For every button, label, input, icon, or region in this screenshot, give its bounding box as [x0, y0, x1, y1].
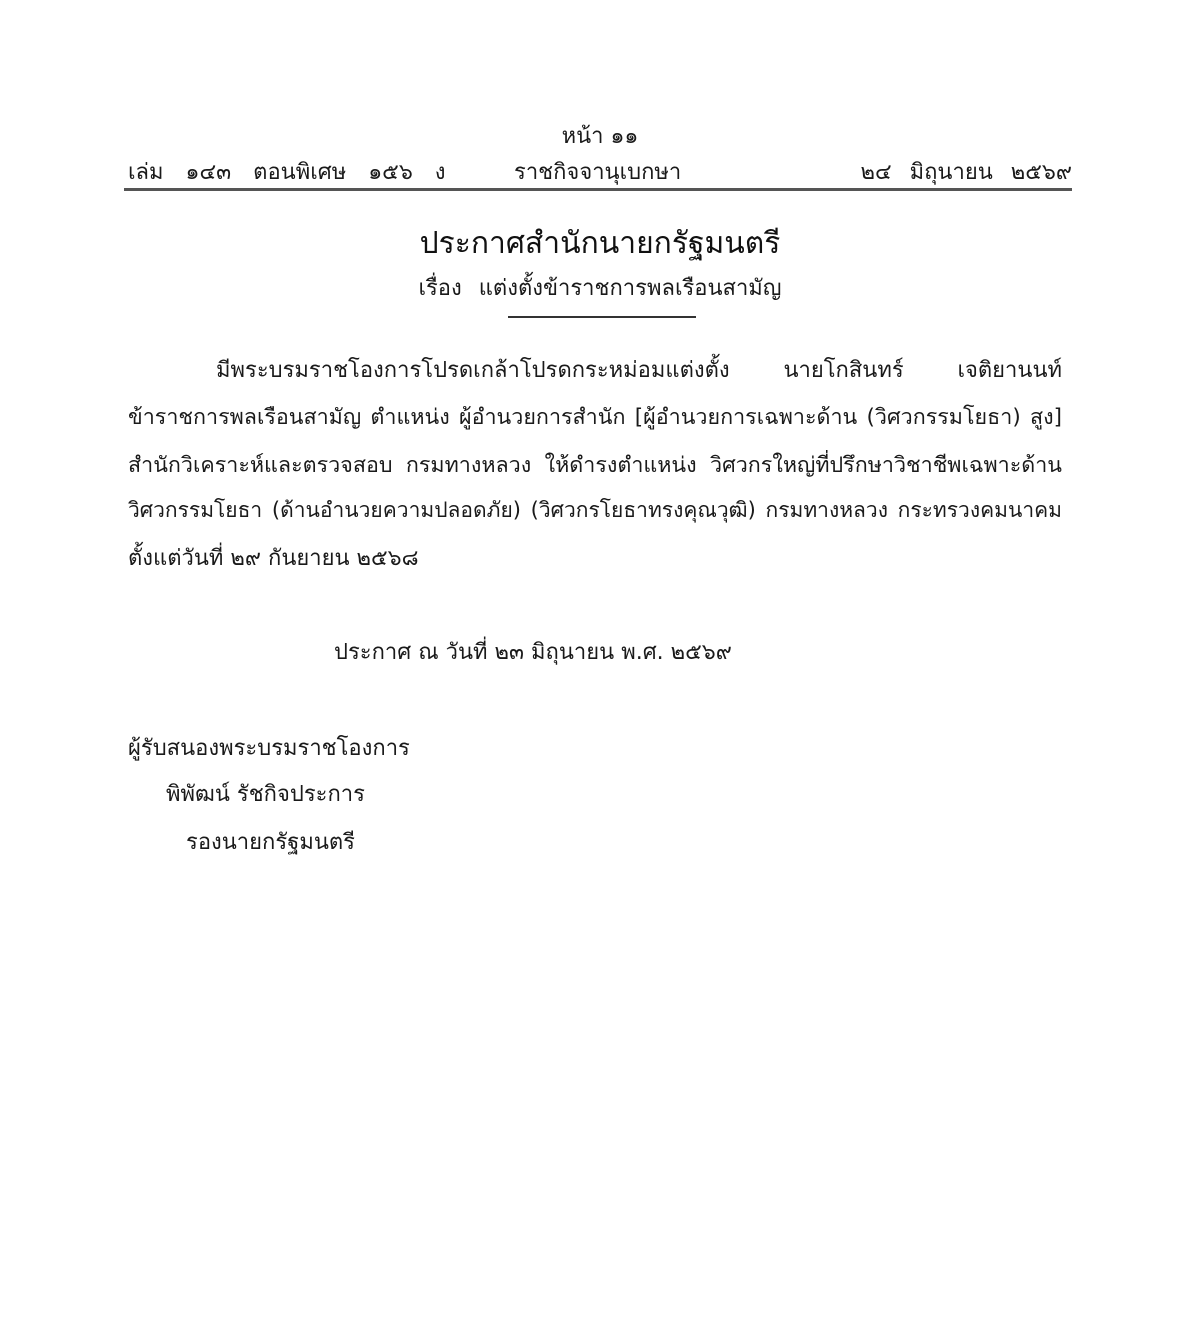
date-day: ๒๔: [860, 159, 892, 185]
volume-issue-info: [128, 154, 468, 189]
body-line: มีพระบรมราชโองการโปรดเกล้าโปรดกระหม่อมแต่งตั้ง นายโกสินทร์ เจติยานนท์: [216, 358, 1062, 383]
volume-label: เล่ม: [128, 159, 164, 185]
signatory-position: รองนายกรัฐมนตรี: [186, 830, 355, 855]
subject-label: เรื่อง: [418, 276, 462, 301]
body-line: ข้าราชการพลเรือนสามัญ ตำแหน่ง ผู้อำนวยการสำนัก [ผู้อำนวยการเฉพาะด้าน (วิศวกรรมโยธา) สูง]: [128, 405, 1062, 430]
issue-label: ตอนพิเศษ: [253, 159, 347, 185]
header-divider: [124, 188, 1072, 191]
body-line: วิศวกรรมโยธา (ด้านอำนวยความปลอดภัย) (วิศวกรโยธาทรงคุณวุฒิ) กรมทางหลวง กระทรวงคมนาคม: [128, 498, 1062, 522]
section-letter: ง: [434, 159, 446, 185]
gazette-header: [128, 156, 1072, 186]
body-line: สำนักวิเคราะห์และตรวจสอบ กรมทางหลวง ให้ดำรงตำแหน่ง วิศวกรใหญ่ที่ปรึกษาวิชาชีพเฉพาะด้าน: [128, 453, 1062, 478]
date-month: มิถุนายน: [909, 159, 993, 185]
body-line: ตั้งแต่วันที่ ๒๙ กันยายน ๒๕๖๘: [128, 546, 419, 571]
subject-text: แต่งตั้งข้าราชการพลเรือนสามัญ: [478, 276, 782, 301]
countersign-label: ผู้รับสนองพระบรมราชโองการ: [128, 736, 410, 761]
issue-number: ๑๕๖: [368, 159, 413, 185]
gazette-name: ราชกิจจานุเบกษา: [514, 159, 682, 185]
volume-number: ๑๔๓: [185, 159, 232, 185]
announcement-subject: [0, 270, 1200, 305]
date-year: ๒๕๖๙: [1010, 159, 1072, 185]
signatory-name: พิพัฒน์ รัชกิจประการ: [166, 782, 365, 807]
proclamation-date: ประกาศ ณ วันที่ ๒๓ มิถุนายน พ.ศ. ๒๕๖๙: [334, 640, 732, 665]
page-number: หน้า ๑๑: [561, 124, 639, 149]
title-divider: [508, 316, 696, 318]
announcement-title: ประกาศสำนักนายกรัฐมนตรี: [419, 226, 781, 261]
gazette-date: [860, 154, 1072, 189]
